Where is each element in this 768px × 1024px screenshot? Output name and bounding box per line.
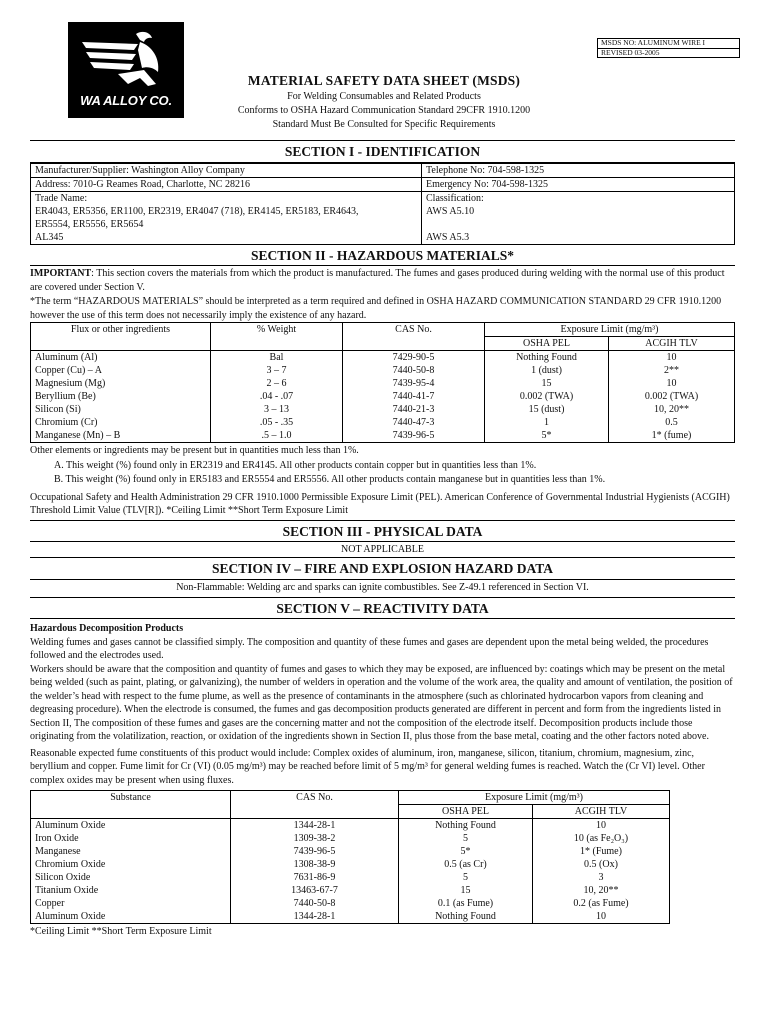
cell-name: Aluminum (Al)	[31, 351, 211, 365]
cell-substance: Chromium Oxide	[31, 858, 231, 871]
table-row	[31, 390, 735, 403]
header-line-3: Standard Must Be Consulted for Specific Requirements	[272, 118, 496, 130]
table-row	[31, 858, 670, 871]
cell-osha: Nothing Found	[485, 351, 609, 365]
trade-line-2: ER5554, ER5556, ER5654	[35, 218, 144, 230]
cell-acgih: 1* (Fume)	[533, 845, 670, 858]
cell-cas: 7439-96-5	[231, 845, 399, 858]
cell-osha: 5*	[399, 845, 533, 858]
cell-osha: 1 (dust)	[485, 364, 609, 377]
table-row	[31, 884, 670, 897]
cell-cas: 7440-21-3	[343, 403, 485, 416]
col-header-osha: OSHA PEL	[485, 337, 609, 351]
cell-cas: 7440-50-8	[231, 897, 399, 910]
cell-acgih: 0.5 (Ox)	[533, 858, 670, 871]
cell-cas: 1309-38-2	[231, 832, 399, 845]
header-line-1: For Welding Consumables and Related Products	[287, 90, 481, 102]
cell-osha: 15	[399, 884, 533, 897]
cell-osha: Nothing Found	[399, 910, 533, 924]
cell-weight: 3 – 7	[211, 364, 343, 377]
col-header-osha: OSHA PEL	[399, 805, 533, 819]
table-row	[31, 416, 735, 429]
cell-name: Chromium (Cr)	[31, 416, 211, 429]
cell-acgih: 10	[533, 819, 670, 833]
manufacturer: Manufacturer/Supplier: Washington Alloy Company	[31, 163, 422, 177]
cell-substance: Silicon Oxide	[31, 871, 231, 884]
cell-cas: 7429-90-5	[343, 351, 485, 365]
table-footnote: *Ceiling Limit **Short Term Exposure Limit	[30, 926, 212, 938]
table-row	[31, 403, 735, 416]
cell-osha: Nothing Found	[399, 819, 533, 833]
cell-osha: 0.002 (TWA)	[485, 390, 609, 403]
reactivity-paragraph-1: Welding fumes and gases cannot be classified simply. The composition and quantity of these fumes and gases are dependent upon the metal being welded, the procedures followed and the electrodes used.	[30, 636, 709, 662]
cell-name: Beryllium (Be)	[31, 390, 211, 403]
document-title: MATERIAL SAFETY DATA SHEET (MSDS)	[247, 73, 521, 88]
physical-data-text: NOT APPLICABLE	[30, 542, 735, 558]
cell-name: Silicon (Si)	[31, 403, 211, 416]
section-5-title: SECTION V – REACTIVITY DATA	[30, 597, 735, 620]
col-header-substance: Substance	[31, 791, 231, 819]
cell-cas: 1308-38-9	[231, 858, 399, 871]
col-header-cas: CAS No.	[231, 791, 399, 819]
table-row	[31, 832, 670, 845]
cell-substance: Copper	[31, 897, 231, 910]
cell-acgih: 0.2 (as Fume)	[533, 897, 670, 910]
revised-date: REVISED 03-2005	[598, 48, 739, 58]
cell-osha: 0.1 (as Fume)	[399, 897, 533, 910]
cell-weight: 3 – 13	[211, 403, 343, 416]
cell-acgih: 3	[533, 871, 670, 884]
decomposition-subhead: Hazardous Decomposition Products	[30, 623, 184, 635]
cell-acgih: 10 (as Fe₂O₃)	[533, 832, 670, 845]
col-header-flux: Flux or other ingredients	[31, 323, 211, 351]
cell-weight: Bal	[211, 351, 343, 365]
cell-acgih: 2**	[609, 364, 735, 377]
cell-osha: 1	[485, 416, 609, 429]
cell-acgih: 0.002 (TWA)	[609, 390, 735, 403]
table-row	[31, 910, 670, 924]
cell-acgih: 10, 20**	[533, 884, 670, 897]
cell-substance: Iron Oxide	[31, 832, 231, 845]
trade-label: Trade Name:	[35, 192, 88, 204]
cell-cas: 1344-28-1	[231, 819, 399, 833]
cell-substance: Titanium Oxide	[31, 884, 231, 897]
cell-weight: .5 – 1.0	[211, 429, 343, 443]
section-4-title: SECTION IV – FIRE AND EXPLOSION HAZARD DATA	[30, 558, 735, 580]
table-row	[31, 429, 735, 443]
cell-acgih: 0.5	[609, 416, 735, 429]
header-line-2: Conforms to OSHA Hazard Communication Standard 29CFR 1910.1200	[237, 104, 531, 116]
table-row	[31, 897, 670, 910]
cell-name: Manganese (Mn) – B	[31, 429, 211, 443]
term-note: *The term “HAZARDOUS MATERIALS” should be interpreted as a term required and defined in OSHA HAZARD COMMUNICATION STANDARD 29 CFR 1910.1200 however the use of this term does not necessarily imply the existence of any hazard.	[30, 296, 722, 321]
class-label: Classification:	[426, 192, 484, 204]
section-1-title: SECTION I - IDENTIFICATION	[30, 140, 735, 163]
cell-substance: Manganese	[31, 845, 231, 858]
table-header-row	[31, 323, 735, 337]
cell-osha: 15 (dust)	[485, 403, 609, 416]
cell-osha: 0.5 (as Cr)	[399, 858, 533, 871]
document-body	[30, 140, 735, 939]
cell-weight: .04 - .07	[211, 390, 343, 403]
cell-acgih: 10, 20**	[609, 403, 735, 416]
col-header-acgih: ACGIH TLV	[533, 805, 670, 819]
cell-substance: Aluminum Oxide	[31, 819, 231, 833]
fire-hazard-text: Non-Flammable: Welding arc and sparks can ignite combustibles. See Z-49.1 referenced in Section VI.	[176, 581, 589, 593]
trade-line-3: AL345	[35, 231, 64, 243]
table-row	[31, 351, 735, 365]
document-header	[0, 72, 768, 132]
table-row	[31, 364, 735, 377]
cell-substance: Aluminum Oxide	[31, 910, 231, 924]
class-1: AWS A5.10	[426, 205, 475, 217]
cell-name: Copper (Cu) – A	[31, 364, 211, 377]
cell-acgih: 10	[533, 910, 670, 924]
cell-cas: 7439-96-5	[343, 429, 485, 443]
table-row	[31, 819, 670, 833]
cell-name: Magnesium (Mg)	[31, 377, 211, 390]
cell-cas: 7631-86-9	[231, 871, 399, 884]
cell-osha: 5*	[485, 429, 609, 443]
msds-number-box	[597, 38, 740, 58]
cell-cas: 7440-47-3	[343, 416, 485, 429]
emergency: Emergency No: 704-598-1325	[422, 177, 735, 191]
reactivity-paragraph-2: Workers should be aware that the composition and quantity of fumes and gases to which they may be exposed, are influenced by: coatings which may be present on the metal being welded (such as paint, plating, or galvanizing), the number of welders in operation and the volume of the work area, the quality and amount of ventilation, the position of the welder’s head with respect to the fume plume, as well as the presence of contaminants in the atmosphere (such as chlorinated hydrocarbon vapors from cleaning and degreasing procedure). When the electrode is consumed, the fumes and gas decomposition products generated are different in percent and form from the ingredients listed in Section II, The composition of these fumes and gases are the concerning matter and not the composition of the electrode itself. Decomposition products include those originating from the volatilization, reaction, or oxidation of the ingredients shown in Section II, plus those from the base metal, coating and the other factors noted above.	[30, 663, 733, 743]
col-header-weight: % Weight	[211, 323, 343, 351]
cell-weight: 2 – 6	[211, 377, 343, 390]
cell-cas: 13463-67-7	[231, 884, 399, 897]
table-row	[31, 871, 670, 884]
hazardous-materials-table	[30, 322, 735, 443]
cell-cas: 7439-95-4	[343, 377, 485, 390]
cell-acgih: 10	[609, 351, 735, 365]
logo-text: WA ALLOY CO.	[80, 93, 172, 109]
section-3-title: SECTION III - PHYSICAL DATA	[30, 520, 735, 543]
reactivity-paragraph-3: Reasonable expected fume constituents of this product would include: Complex oxides of aluminum, iron, manganese, silicon, titanium, chromium, magnesium, zinc, beryllium and copper. Fume limit for Cr (VI) (0.05 mg/m³) may be reached before limit of 5 mg/m³ for general welding fumes is reached. Watch the (Cr VI) level. Other complex oxides may be present when using fluxes.	[30, 747, 705, 786]
identification-table	[30, 163, 735, 245]
col-header-cas: CAS No.	[343, 323, 485, 351]
cell-acgih: 10	[609, 377, 735, 390]
table-row	[31, 377, 735, 390]
cell-osha: 5	[399, 832, 533, 845]
class-2: AWS A5.3	[426, 231, 470, 243]
col-header-acgih: ACGIH TLV	[609, 337, 735, 351]
cell-cas: 7440-41-7	[343, 390, 485, 403]
important-text: : This section covers the materials from which the product is manufactured. The fumes and gases produced during welding with the normal use of this product are covered under Section V.	[30, 268, 725, 293]
col-header-exposure: Exposure Limit (mg/m³)	[399, 791, 670, 805]
classification	[422, 191, 735, 244]
note-b: B. This weight (%) found only in ER5183 and ER5554 and ER5556. All other products contain manganese but in quantities less than 1%.	[54, 474, 606, 486]
other-elements-note: Other elements or ingredients may be present but in quantities much less than 1%.	[30, 445, 359, 457]
cell-acgih: 1* (fume)	[609, 429, 735, 443]
important-label: IMPORTANT	[30, 268, 92, 280]
cell-osha: 5	[399, 871, 533, 884]
trade-line-1: ER4043, ER5356, ER1100, ER2319, ER4047 (718), ER4145, ER5183, ER4643,	[35, 205, 359, 217]
cell-cas: 7440-50-8	[343, 364, 485, 377]
section-2-title: SECTION II - HAZARDOUS MATERIALS*	[30, 245, 735, 267]
col-header-exposure: Exposure Limit (mg/m³)	[485, 323, 735, 337]
cell-cas: 1344-28-1	[231, 910, 399, 924]
cell-osha: 15	[485, 377, 609, 390]
table-row	[31, 845, 670, 858]
telephone: Telephone No: 704-598-1325	[422, 163, 735, 177]
msds-number: MSDS NO: ALUMINUM WIRE I	[601, 38, 706, 47]
osha-acgih-note: Occupational Safety and Health Administration 29 CFR 1910.1000 Permissible Exposure Limit (PEL). American Conference of Governmental Industrial Hygienists (ACGIH) Threshold Limit Value (TLV[R]). *Ceiling Limit **Short Term Exposure Limit	[30, 491, 730, 517]
address: Address: 7010-G Reames Road, Charlotte, NC 28216	[31, 177, 422, 191]
important-note	[30, 267, 735, 294]
fume-constituents-table	[30, 790, 670, 924]
cell-weight: .05 - .35	[211, 416, 343, 429]
note-a: A. This weight (%) found only in ER2319 and ER4145. All other products contain copper but in quantities less than 1%.	[54, 459, 537, 471]
table-header-row	[31, 791, 670, 805]
trade-names	[31, 191, 422, 244]
